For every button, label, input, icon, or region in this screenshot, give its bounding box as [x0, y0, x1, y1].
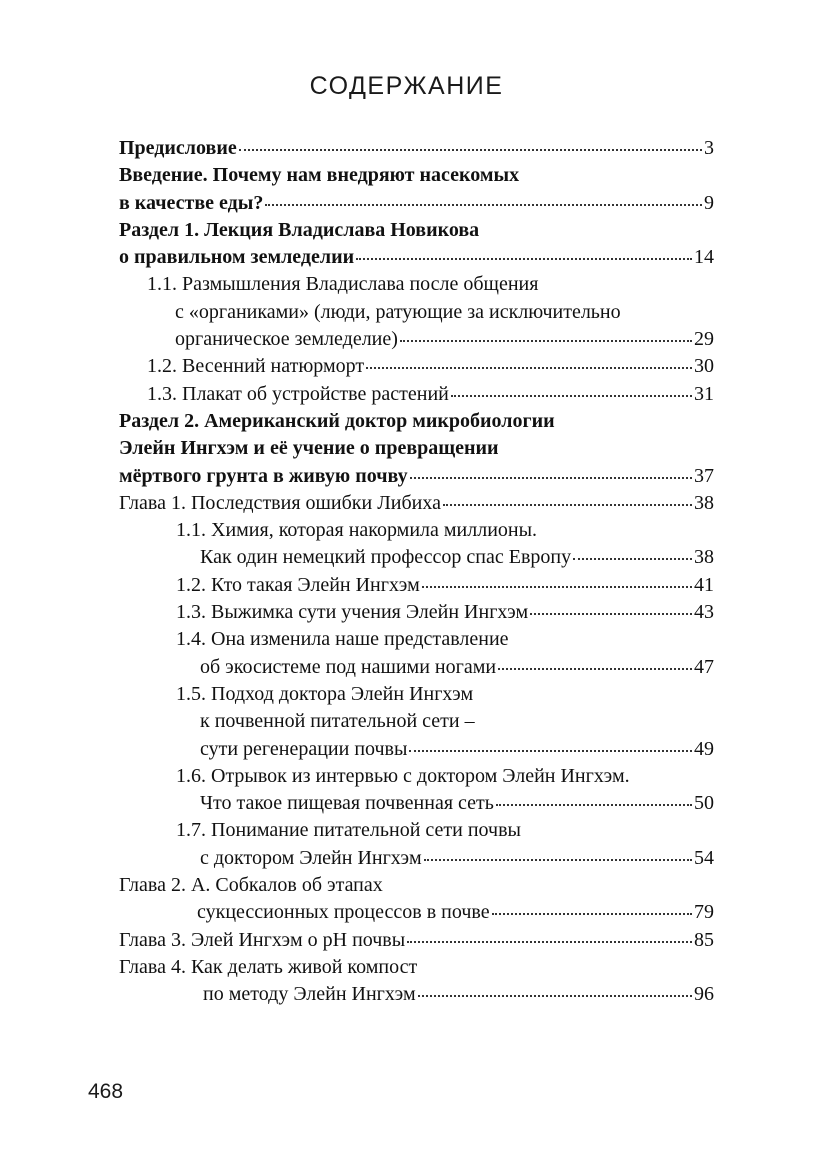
- dot-leader: [356, 257, 692, 260]
- toc-entry-text: Введение. Почему нам внедряют насекомых: [119, 164, 520, 187]
- toc-page-number: 85: [694, 928, 714, 951]
- dot-leader: [400, 339, 692, 342]
- toc-entry-text: с доктором Элейн Ингхэм: [200, 846, 422, 869]
- toc-entry-text: 1.5. Подход доктора Элейн Ингхэм: [176, 682, 474, 705]
- toc-entry: [176, 517, 714, 572]
- toc-entry-text: 1.2. Кто такая Элейн Ингхэм: [176, 573, 420, 596]
- toc-page-number: 54: [694, 846, 714, 869]
- toc-page-number: 50: [694, 792, 714, 815]
- table-of-contents: [119, 135, 714, 1009]
- toc-entry-text: с «органиками» (люди, ратующие за исключительно: [175, 300, 621, 323]
- dot-leader: [573, 557, 692, 560]
- toc-page-number: 29: [694, 328, 714, 351]
- toc-entry-text: 1.3. Выжимка сути учения Элейн Ингхэм: [176, 601, 529, 624]
- toc-entry: [176, 572, 714, 599]
- dot-leader: [451, 394, 692, 397]
- dot-leader: [239, 148, 702, 151]
- toc-page-number: 41: [694, 573, 714, 596]
- dot-leader: [422, 585, 692, 588]
- dot-leader: [424, 858, 692, 861]
- toc-entry-text: Глава 2. А. Собкалов об этапах: [119, 874, 383, 897]
- toc-entry: [176, 599, 714, 626]
- dot-leader: [530, 612, 692, 615]
- toc-page-number: 38: [694, 546, 714, 569]
- toc-entry-text: Что такое пищевая почвенная сеть: [200, 792, 494, 815]
- toc-entry-text: 1.1. Химия, которая накормила миллионы.: [176, 519, 538, 542]
- toc-entry-text: Глава 1. Последствия ошибки Либиха: [119, 491, 441, 514]
- dot-leader: [366, 366, 692, 369]
- toc-entry: [119, 135, 714, 162]
- toc-page-number: 79: [694, 901, 714, 924]
- toc-entry-text: 1.7. Понимание питательной сети почвы: [176, 819, 521, 842]
- toc-entry-text: Раздел 2. Американский доктор микробиологии: [119, 409, 555, 432]
- toc-entry: [119, 954, 714, 1009]
- toc-entry: [147, 353, 714, 380]
- toc-entry: [119, 162, 714, 217]
- toc-entry-text: мёртвого грунта в живую почву: [119, 464, 408, 487]
- dot-leader: [492, 912, 692, 915]
- toc-entry-text: 1.1. Размышления Владислава после общения: [147, 273, 539, 296]
- toc-entry: [119, 490, 714, 517]
- toc-entry-text: по методу Элейн Ингхэм: [203, 983, 416, 1006]
- toc-entry-text: 1.3. Плакат об устройстве растений: [147, 382, 449, 405]
- toc-page-number: 14: [694, 246, 714, 269]
- toc-entry-text: 1.2. Весенний натюрморт: [147, 355, 365, 378]
- toc-page-number: 3: [704, 137, 714, 159]
- toc-entry: [176, 681, 714, 763]
- dot-leader: [498, 667, 692, 670]
- dot-leader: [443, 503, 692, 506]
- toc-entry-text: к почвенной питательной сети –: [200, 710, 475, 733]
- toc-entry-text: о правильном земледелии: [119, 246, 355, 269]
- dot-leader: [265, 203, 702, 206]
- toc-page-number: 37: [694, 464, 714, 487]
- dot-leader: [496, 803, 692, 806]
- page-number: 468: [88, 1080, 124, 1103]
- toc-entry-text: 1.6. Отрывок из интервью с доктором Элейн Ингхэм.: [176, 764, 630, 787]
- toc-entry: [119, 927, 714, 954]
- toc-page-number: 9: [704, 191, 714, 214]
- toc-entry-text: Глава 4. Как делать живой компост: [119, 955, 418, 978]
- toc-entry: [176, 817, 714, 872]
- toc-page-number: 31: [694, 382, 714, 405]
- toc-entry-text: в качестве еды?: [119, 191, 264, 214]
- toc-entry-text: органическое земледелие): [175, 328, 398, 351]
- toc-entry: [176, 763, 714, 818]
- toc-entry-text: Глава 3. Элей Ингхэм о pH почвы: [119, 928, 406, 951]
- toc-entry-text: об экосистеме под нашими ногами: [200, 655, 497, 678]
- toc-entry-text: Раздел 1. Лекция Владислава Новикова: [119, 218, 480, 241]
- toc-page-number: 47: [694, 655, 714, 678]
- toc-entry: [176, 626, 714, 681]
- dot-leader: [409, 749, 692, 752]
- dot-leader: [418, 994, 692, 997]
- toc-entry-text: Элейн Ингхэм и её учение о превращении: [119, 437, 499, 460]
- toc-page-number: 30: [694, 355, 714, 378]
- toc-entry-text: сукцессионных процессов в почве: [197, 901, 490, 924]
- toc-entry: [147, 271, 714, 353]
- dot-leader: [410, 476, 692, 479]
- toc-entry: [119, 217, 714, 272]
- toc-entry-text: сути регенерации почвы: [200, 737, 408, 760]
- toc-page-number: 49: [694, 737, 714, 760]
- page-title: СОДЕРЖАНИЕ: [309, 72, 504, 100]
- toc-entry: [147, 381, 714, 408]
- toc-entry-text: Как один немецкий профессор спас Европу: [200, 546, 572, 569]
- dot-leader: [407, 940, 692, 943]
- toc-entry: [119, 872, 714, 927]
- toc-entry-text: 1.4. Она изменила наше представление: [176, 628, 509, 651]
- toc-page-number: 38: [694, 491, 714, 514]
- toc-entry: [119, 408, 714, 490]
- toc-page-number: 43: [694, 601, 714, 624]
- toc-page-number: 96: [694, 983, 714, 1006]
- toc-entry-text: Предисловие: [119, 137, 237, 159]
